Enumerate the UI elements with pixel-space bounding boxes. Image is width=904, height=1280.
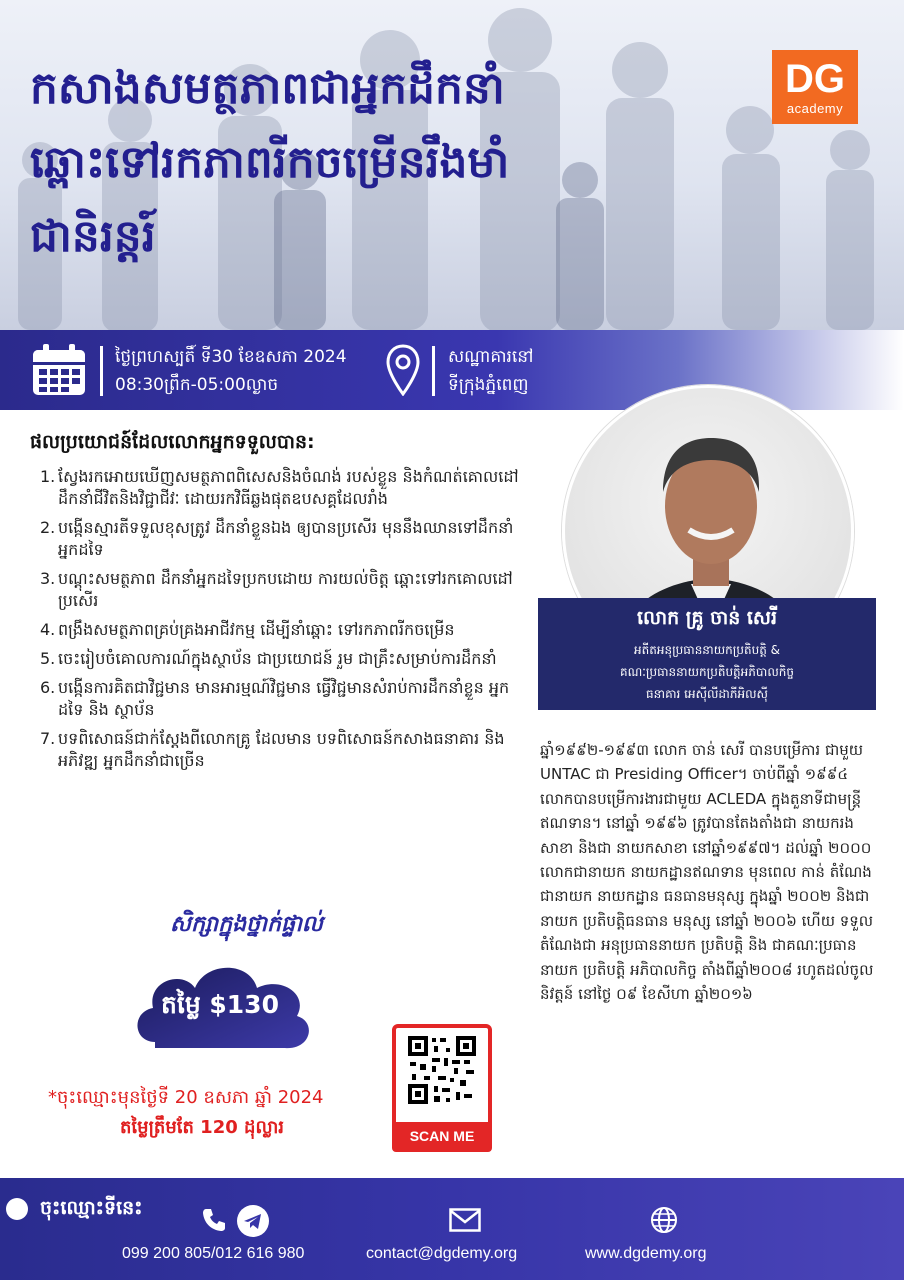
speaker-role-1: អតីតអនុប្រធាននាយកប្រតិបត្តិ &: [633, 643, 780, 657]
benefit-item: [40, 648, 530, 670]
benefit-number: 1.: [40, 467, 56, 486]
study-mode-label: សិក្សាក្នុងថ្នាក់ផ្ទាល់: [170, 912, 323, 937]
benefit-number: 5.: [40, 649, 56, 668]
benefit-item: [40, 517, 530, 561]
page-title: [30, 52, 730, 274]
benefit-item: [40, 619, 530, 641]
hero-banner: [0, 0, 904, 330]
benefit-item: [40, 677, 530, 721]
early-bird-deadline: *ចុះឈ្មោះមុនថ្ងៃទី 20 ឧសភា ឆ្នាំ 2024: [48, 1087, 324, 1108]
title-line-2: ឆ្ពោះទៅរកភាពរីកចម្រើនរឹងមាំ: [30, 137, 510, 188]
event-date: ថ្ងៃព្រហស្បតិ៍ ទី30 ខែឧសភា 2024: [115, 347, 347, 367]
benefit-text: បង្កើនស្មារតីទទួលខុសត្រូវ ដឹកនាំខ្លួនឯង ឲ្យបានប្រសើរ មុននឹងឈានទៅដឹកនាំអ្នកដទៃ: [58, 518, 514, 559]
speaker-bio: ឆ្នាំ១៩៩២-១៩៩៣ លោក ចាន់ សេរី បានបម្រើការ ជាមួយ UNTAC ជា Presiding Officer។ ចាប់ពីឆ្នាំ ១៩៩៤ លោកបានបម្រើការងារជាមួយ ACLEDA ក្នុងតួនាទីជាមន្ត្រីឥណទាន។ នៅឆ្នាំ ១៩៩៦ ត្រូវបានតែងតាំងជា នាយករងសាខា និងជា នាយកសាខា នៅឆ្នាំ១៩៩៧។ ដល់ឆ្នាំ ២០០០ លោកជានាយក នាយកដ្ឋានឥណទាន មុនពេល កាន់ តំណែងជានាយក នាយកដ្ឋាន ធនធានមនុស្ស ក្នុងឆ្នាំ ២០០២ និងជានាយក ប្រតិបត្តិធនធាន មនុស្ស នៅឆ្នាំ ២០០៦ ហើយ ទទួលតំណែងជា អនុប្រធាននាយក ប្រតិបត្តិ និង ជាគណៈប្រធាន នាយក ប្រតិបត្តិ អភិបាលកិច្ច តាំងពីឆ្នាំ២០០៨ រហូតដល់ចូលនិវត្តន៍ នៅថ្ងៃ ០៩ ខែសីហា ឆ្នាំ២០១៦: [540, 741, 874, 1004]
benefit-text: បណ្តុះសមត្ថភាព ដឹកនាំអ្នកដទៃប្រកបដោយ ការយល់ចិត្ត ឆ្ពោះទៅរកគោលដៅប្រសើរ: [58, 569, 513, 610]
qr-code-icon[interactable]: [406, 1034, 478, 1106]
email-address[interactable]: contact@dgdemy.org: [366, 1245, 518, 1262]
telegram-icon[interactable]: [236, 1204, 270, 1238]
map-pin-icon: [386, 344, 420, 396]
speaker-role-2: គណៈប្រធាននាយកប្រតិបត្តិអភិបាលកិច្ច: [620, 665, 794, 679]
benefit-item: [40, 466, 530, 510]
benefit-number: 3.: [40, 569, 56, 588]
benefits-heading: ផលប្រយោជន៍ដែលលោកអ្នកទទួលបាន:: [30, 431, 315, 453]
event-location-line-2: ទីក្រុងភ្នំពេញ: [448, 375, 529, 395]
benefit-number: 2.: [40, 518, 56, 537]
event-time: 08:30ព្រឹក-05:00ល្ងាច: [115, 375, 279, 395]
benefit-number: 6.: [40, 678, 56, 697]
benefit-item: [40, 568, 530, 612]
website-link[interactable]: www.dgdemy.org: [585, 1245, 707, 1262]
logo-sub-text: academy: [786, 101, 844, 116]
scan-me-label: SCAN ME: [392, 1122, 492, 1152]
phone-numbers[interactable]: 099 200 805/012 616 980: [122, 1245, 305, 1262]
speaker-name: លោក គ្រូ ចាន់ សេរី: [636, 607, 778, 629]
benefit-text: បទពិសោធន៍ជាក់ស្តែងពីលោកគ្រូ ដែលមាន បទពិសោធន៍កសាងធនាគារ និងអភិវឌ្ឍ អ្នកដឹកនាំជាច្រើន: [58, 729, 505, 770]
benefit-text: ចេះរៀបចំគោលការណ៍ក្នុងស្ថាប័ន ជាប្រយោជន៍ រួម ជាគ្រឹះសម្រាប់ការដឹកនាំ: [58, 649, 497, 668]
early-bird-price: តម្លៃត្រឹមតែ 120 ដុល្លារ: [120, 1117, 285, 1138]
logo-main-text: DG: [785, 57, 845, 101]
globe-icon[interactable]: [650, 1206, 678, 1234]
price-label: តម្លៃ $130: [161, 990, 279, 1019]
speaker-role-3: ធនាគារ អេស៊ីលីដាភីអិលស៊ី: [646, 687, 768, 701]
benefit-text: ពង្រឹងសមត្ថភាពគ្រប់គ្រងអាជីវកម្ម ដើម្បីនាំឆ្ពោះ ទៅរកភាពរីកចម្រើន: [58, 620, 455, 639]
calendar-icon: [30, 342, 88, 398]
mail-icon[interactable]: [449, 1208, 481, 1232]
benefit-text: បង្កើនការគិតជាវិជ្ជមាន មានអារម្មណ៍វិជ្ជមាន ធ្វើវិជ្ជមានសំរាប់ការដឹកនាំខ្លួន អ្នកដទៃ និង ស្ថាប័ន: [58, 678, 510, 719]
benefits-list: [40, 466, 530, 779]
benefit-item: [40, 728, 530, 772]
benefit-number: 4.: [40, 620, 56, 639]
event-location-line-1: សណ្ឋាគារនៅ: [448, 347, 534, 367]
divider: [100, 346, 103, 396]
benefit-number: 7.: [40, 729, 56, 748]
divider: [432, 346, 435, 396]
title-line-3: ជានិរន្តរ៍: [30, 211, 156, 262]
benefit-text: ស្វែងរកអោយឃើញសមត្ថភាពពិសេសនិងចំណង់ របស់ខ្លួន និងកំណត់គោលដៅដឹកនាំជីវិតនិងវិជ្ជាជីវៈ ដោយរកវិធីឆ្លងផុតឧបសគ្គដែលរាំង: [58, 467, 519, 508]
phone-icon[interactable]: [200, 1206, 228, 1234]
title-line-1: កសាងសមត្ថភាពជាអ្នកដឹកនាំ: [30, 63, 505, 114]
dg-academy-logo: [772, 50, 858, 124]
register-bullet: [6, 1198, 28, 1220]
speaker-name-card: [538, 598, 876, 710]
register-label[interactable]: ចុះឈ្មោះទីនេះ: [40, 1197, 143, 1219]
